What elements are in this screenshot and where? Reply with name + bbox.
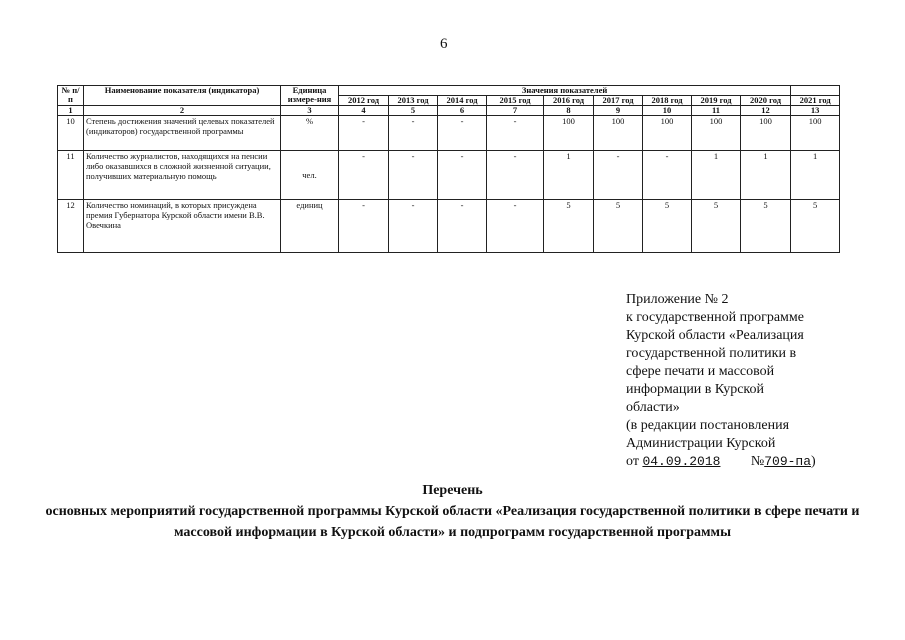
header-year: 2013 год: [389, 96, 438, 106]
value-cell: -: [389, 116, 438, 151]
appendix-line: Администрации Курской: [626, 436, 776, 451]
indicator-name: Степень достижения значений целевых показателей (индикаторов) государственной программы: [84, 116, 281, 151]
value-cell: 5: [643, 200, 692, 253]
decree-date: 04.09.2018: [642, 454, 721, 469]
value-cell: 5: [544, 200, 594, 253]
appendix-line: государственной политики в: [626, 346, 797, 361]
value-cell: -: [438, 151, 487, 200]
value-cell: 100: [594, 116, 643, 151]
indicator-name: Количество журналистов, находящихся на пенсии либо оказавшихся в сложной жизненной ситуации, получивших материальную помощь: [84, 151, 281, 200]
header-year: 2020 год: [741, 96, 791, 106]
header-year: 2012 год: [339, 96, 389, 106]
row-number: 11: [58, 151, 84, 200]
header-year: 2018 год: [643, 96, 692, 106]
header-num: № п/п: [58, 86, 84, 106]
value-cell: -: [389, 151, 438, 200]
column-number: 8: [544, 106, 594, 116]
value-cell: 1: [791, 151, 840, 200]
header-name: Наименование показателя (индикатора): [84, 86, 281, 106]
value-cell: -: [594, 151, 643, 200]
column-number: 9: [594, 106, 643, 116]
value-cell: 100: [791, 116, 840, 151]
table-row: [58, 200, 840, 253]
column-number: 3: [281, 106, 339, 116]
value-cell: 5: [692, 200, 741, 253]
value-cell: 5: [791, 200, 840, 253]
row-number: 10: [58, 116, 84, 151]
header-unit: Единица измере-ния: [281, 86, 339, 106]
column-number: 1: [58, 106, 84, 116]
column-number: 6: [438, 106, 487, 116]
heading-title: Перечень: [422, 483, 483, 498]
heading-subtitle: основных мероприятий государственной программы Курской области «Реализация государственной политики в сфере печати и массовой информации в Курской области» и подпрограмм государственной программы: [45, 504, 860, 540]
unit-cell: единиц: [281, 200, 339, 253]
value-cell: 100: [544, 116, 594, 151]
column-number: 10: [643, 106, 692, 116]
appendix-line: Приложение № 2: [626, 292, 729, 307]
row-number: 12: [58, 200, 84, 253]
value-cell: -: [438, 116, 487, 151]
appendix-date-line: [626, 453, 841, 471]
value-cell: -: [487, 116, 544, 151]
table-row: [58, 116, 840, 151]
value-cell: -: [389, 200, 438, 253]
header-year: 2021 год: [791, 96, 840, 106]
value-cell: -: [339, 116, 389, 151]
appendix-line: информации в Курской: [626, 382, 764, 397]
appendix-line: к государственной программе: [626, 310, 804, 325]
date-prefix: от: [626, 454, 639, 469]
header-values: Значения показателей: [339, 86, 791, 96]
value-cell: 1: [741, 151, 791, 200]
appendix-line: Курской области «Реализация: [626, 328, 804, 343]
value-cell: 100: [741, 116, 791, 151]
page-number: 6: [440, 36, 448, 52]
column-number: 7: [487, 106, 544, 116]
appendix-line: сфере печати и массовой: [626, 364, 775, 379]
indicators-table: [57, 85, 840, 253]
value-cell: 5: [594, 200, 643, 253]
header-year: 2016 год: [544, 96, 594, 106]
value-cell: -: [643, 151, 692, 200]
table-row: [58, 151, 840, 200]
header-row-top: [58, 86, 840, 96]
header-year: 2015 год: [487, 96, 544, 106]
column-number: 2: [84, 106, 281, 116]
number-prefix: №: [750, 454, 765, 469]
header-year: 2019 год: [692, 96, 741, 106]
decree-number: 709-па: [764, 454, 812, 469]
value-cell: 100: [692, 116, 741, 151]
appendix-line: (в редакции постановления: [626, 418, 790, 433]
appendix-line: области»: [626, 400, 680, 415]
header-year: 2014 год: [438, 96, 487, 106]
value-cell: 1: [692, 151, 741, 200]
value-cell: 100: [643, 116, 692, 151]
value-cell: -: [487, 200, 544, 253]
value-cell: 1: [544, 151, 594, 200]
value-cell: -: [438, 200, 487, 253]
column-number: 13: [791, 106, 840, 116]
indicator-name: Количество номинаций, в которых присуждена премия Губернатора Курской области имени В.В. Овечкина: [84, 200, 281, 253]
value-cell: 5: [741, 200, 791, 253]
column-number: 4: [339, 106, 389, 116]
column-number: 12: [741, 106, 791, 116]
value-cell: -: [487, 151, 544, 200]
appendix-block: [626, 291, 841, 471]
list-heading: [40, 480, 865, 543]
unit-cell: чел.: [281, 151, 339, 200]
header-values-blank: [791, 86, 840, 96]
value-cell: -: [339, 151, 389, 200]
column-numbers-row: [58, 106, 840, 116]
header-year: 2017 год: [594, 96, 643, 106]
column-number: 11: [692, 106, 741, 116]
closing-paren: ): [811, 454, 816, 469]
unit-cell: %: [281, 116, 339, 151]
value-cell: -: [339, 200, 389, 253]
column-number: 5: [389, 106, 438, 116]
